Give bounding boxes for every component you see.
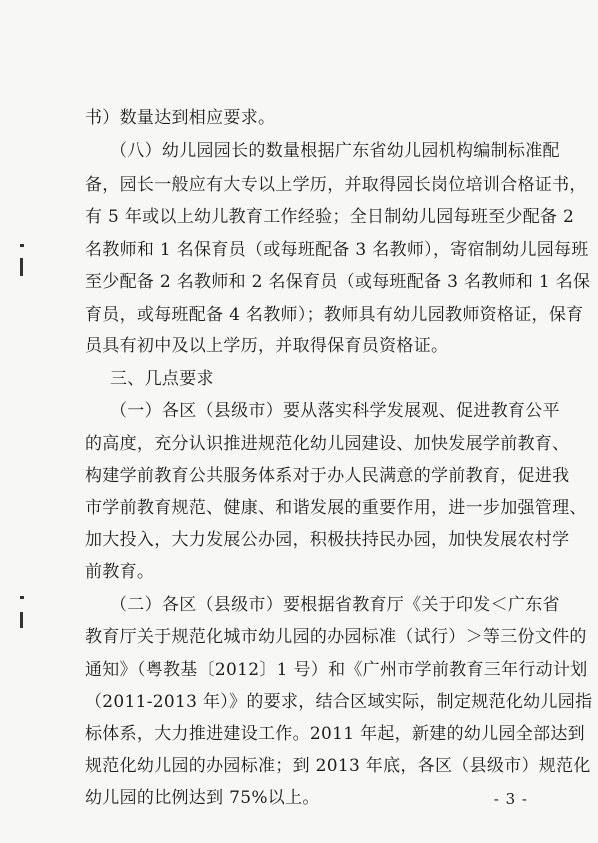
item-1-line-1: （一）各区（县级市）要从落实科学发展观、促进教育公平: [110, 401, 560, 421]
paragraph-8-line-4: 名教师和 1 名保育员（或每班配备 3 名教师），寄宿制幼儿园每班: [85, 240, 589, 260]
page-number: - 3 -: [493, 790, 528, 808]
item-2-line-4: （2011-2013 年）》的要求，结合区域实际，制定规范化幼儿园指: [85, 692, 593, 712]
paragraph-8-line-7: 员具有初中及以上学历，并取得保育员资格证。: [85, 336, 449, 356]
item-2-line-7: 幼儿园的比例达到 75%以上。: [85, 788, 320, 808]
paragraph-8-line-5: 至少配备 2 名教师和 2 名保育员（或每班配备 3 名教师和 1 名保: [85, 272, 591, 292]
item-2-line-3: 通知》（粤教基〔2012〕1 号）和《广州市学前教育三年行动计划: [85, 660, 588, 680]
binding-mark-top: [20, 244, 24, 247]
item-2-line-5: 标体系，大力推进建设工作。2011 年起，新建的幼儿园全部达到: [85, 724, 585, 744]
binding-mark-top-2: [20, 258, 23, 276]
item-2-line-2: 教育厅关于规范化城市幼儿园的办园标准（试行）＞等三份文件的: [85, 627, 587, 647]
binding-mark-bottom-2: [20, 612, 23, 628]
item-1-line-3: 构建学前教育公共服务体系对于办人民满意的学前教育，促进我: [85, 466, 570, 486]
carry-over-line: 书）数量达到相应要求。: [85, 108, 276, 128]
paragraph-8-line-6: 育员，或每班配备 4 名教师）；教师具有幼儿园教师资格证，保育: [85, 305, 584, 325]
item-1-line-5: 加大投入，大力发展公办园，积极扶持民办园，加快发展农村学: [85, 530, 570, 550]
item-1-line-2: 的高度，充分认识推进规范化幼儿园建设、加快发展学前教育、: [85, 434, 570, 454]
item-2-line-1: （二）各区（县级市）要根据省教育厅《关于印发＜广东省: [110, 595, 560, 615]
paragraph-8-line-2: 备，园长一般应有大专以上学历，并取得园长岗位培训合格证书，: [85, 175, 587, 195]
binding-mark-bottom: [20, 596, 24, 599]
paragraph-8-line-3: 有 5 年或以上幼儿教育工作经验；全日制幼儿园每班至少配备 2: [85, 207, 575, 227]
item-2-line-6: 规范化幼儿园的办园标准；到 2013 年底，各区（县级市）规范化: [85, 756, 591, 776]
paragraph-8-line-1: （八）幼儿园园长的数量根据广东省幼儿园机构编制标准配: [110, 141, 560, 161]
item-1-line-6: 前教育。: [85, 562, 155, 582]
item-1-line-4: 市学前教育规范、健康、和谐发展的重要作用，进一步加强管理、: [85, 498, 587, 518]
section-3-heading: 三、几点要求: [110, 369, 214, 389]
